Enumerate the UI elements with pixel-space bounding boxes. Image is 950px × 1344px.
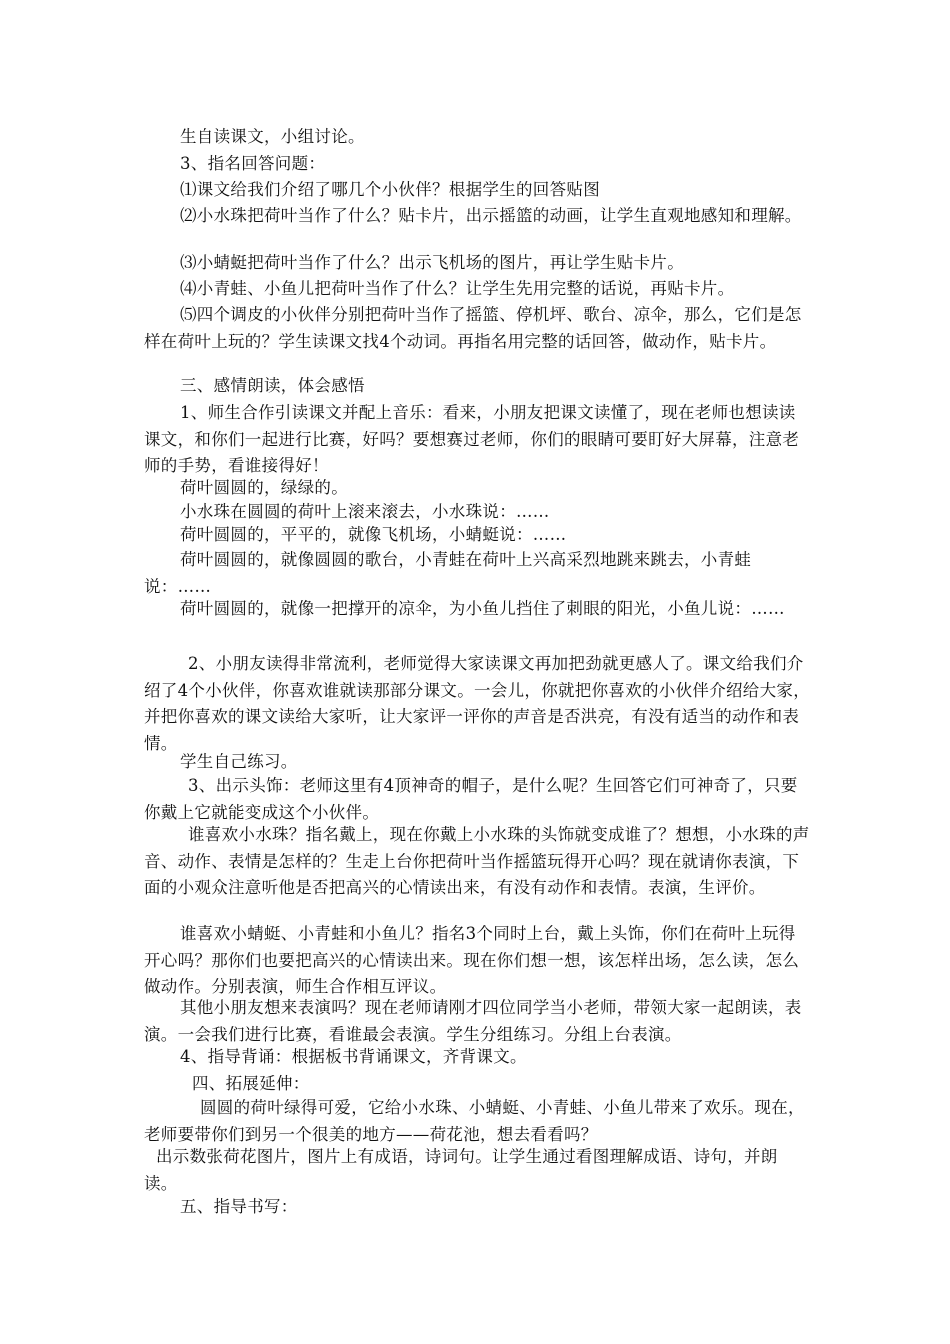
paragraph-14: 荷叶圆圆的，就像一把撑开的凉伞，为小鱼儿挡住了刺眼的阳光，小鱼儿说：…… [180, 599, 785, 618]
paragraph-20: 其他小朋友想来表演吗？现在老师请刚才四位同学当小老师，带领大家一起朗读，表演。一会我们进行比赛，看谁最会表演。学生分组练习。分组上台表演。 [144, 998, 802, 1044]
paragraph-8: 三、感情朗读，体会感悟 [180, 376, 365, 395]
paragraph-18: 谁喜欢小水珠？指名戴上，现在你戴上小水珠的头饰就变成谁了？想想，小水珠的声音、动作、表情是怎样的？生走上台你把荷叶当作摇篮玩得开心吗？现在就请你表演，下面的小观众注意听他是否把高兴的心情读出来，有没有动作和表情。表演，生评价。 [144, 825, 810, 897]
paragraph-22: 四、拓展延伸： [192, 1074, 310, 1093]
paragraph-10: 荷叶圆圆的，绿绿的。 [180, 478, 348, 497]
paragraph-17: 3、出示头饰：老师这里有4顶神奇的帽子，是什么呢？生回答它们可神奇了，只要你戴上它就能变成这个小伙伴。 [144, 776, 798, 822]
paragraph-15: 2、小朋友读得非常流利，老师觉得大家读课文再加把劲就更感人了。课文给我们介绍了4个小伙伴，你喜欢谁就读那部分课文。一会儿，你就把你喜欢的小伙伴介绍给大家，并把你喜欢的课文读给大家听，让大家评一评你的声音是否洪亮，有没有适当的动作和表情。 [144, 654, 810, 753]
paragraph-12: 荷叶圆圆的，平平的，就像飞机场，小蜻蜓说：…… [180, 525, 567, 544]
paragraph-6: ⑷小青蛙、小鱼儿把荷叶当作了什么？让学生先用完整的话说，再贴卡片。 [180, 279, 735, 298]
paragraph-4: ⑵小水珠把荷叶当作了什么？贴卡片，出示摇篮的动画，让学生直观地感知和理解。 [180, 206, 802, 225]
paragraph-25: 五、指导书写： [180, 1197, 298, 1216]
paragraph-21: 4、指导背诵：根据板书背诵课文，齐背课文。 [180, 1047, 527, 1066]
paragraph-7: ⑸四个调皮的小伙伴分别把荷叶当作了摇篮、停机坪、歌台、凉伞，那么，它们是怎样在荷叶上玩的？学生读课文找4个动词。再指名用完整的话回答，做动作，贴卡片。 [144, 305, 802, 351]
paragraph-2: 3、指名回答问题： [180, 154, 326, 173]
paragraph-1: 生自读课文，小组讨论。 [180, 127, 365, 146]
paragraph-16: 学生自己练习。 [180, 752, 298, 771]
paragraph-11: 小水珠在圆圆的荷叶上滚来滚去，小水珠说：…… [180, 502, 550, 521]
paragraph-3: ⑴课文给我们介绍了哪几个小伙伴？根据学生的回答贴图 [180, 180, 600, 199]
paragraph-23: 圆圆的荷叶绿得可爱，它给小水珠、小蜻蜓、小青蛙、小鱼儿带来了欢乐。现在，老师要带你们到另一个很美的地方——荷花池，想去看看吗？ [144, 1098, 805, 1144]
paragraph-13: 荷叶圆圆的，就像圆圆的歌台，小青蛙在荷叶上兴高采烈地跳来跳去，小青蛙说：…… [144, 550, 752, 596]
paragraph-5: ⑶小蜻蜓把荷叶当作了什么？出示飞机场的图片，再让学生贴卡片。 [180, 253, 684, 272]
paragraph-9: 1、师生合作引读课文并配上音乐：看来，小朋友把课文读懂了，现在老师也想读读课文，和你们一起进行比赛，好吗？要想赛过老师，你们的眼睛可要盯好大屏幕，注意老师的手势，看谁接得好！ [144, 403, 800, 475]
paragraph-19: 谁喜欢小蜻蜓、小青蛙和小鱼儿？指名3个同时上台，戴上头饰，你们在荷叶上玩得开心吗？那你们也要把高兴的心情读出来。现在你们想一想，该怎样出场，怎么读，怎么做动作。分别表演，师生合作相互评议。 [144, 924, 800, 996]
paragraph-24: 出示数张荷花图片，图片上有成语，诗词句。让学生通过看图理解成语、诗句，并朗读。 [144, 1147, 778, 1193]
